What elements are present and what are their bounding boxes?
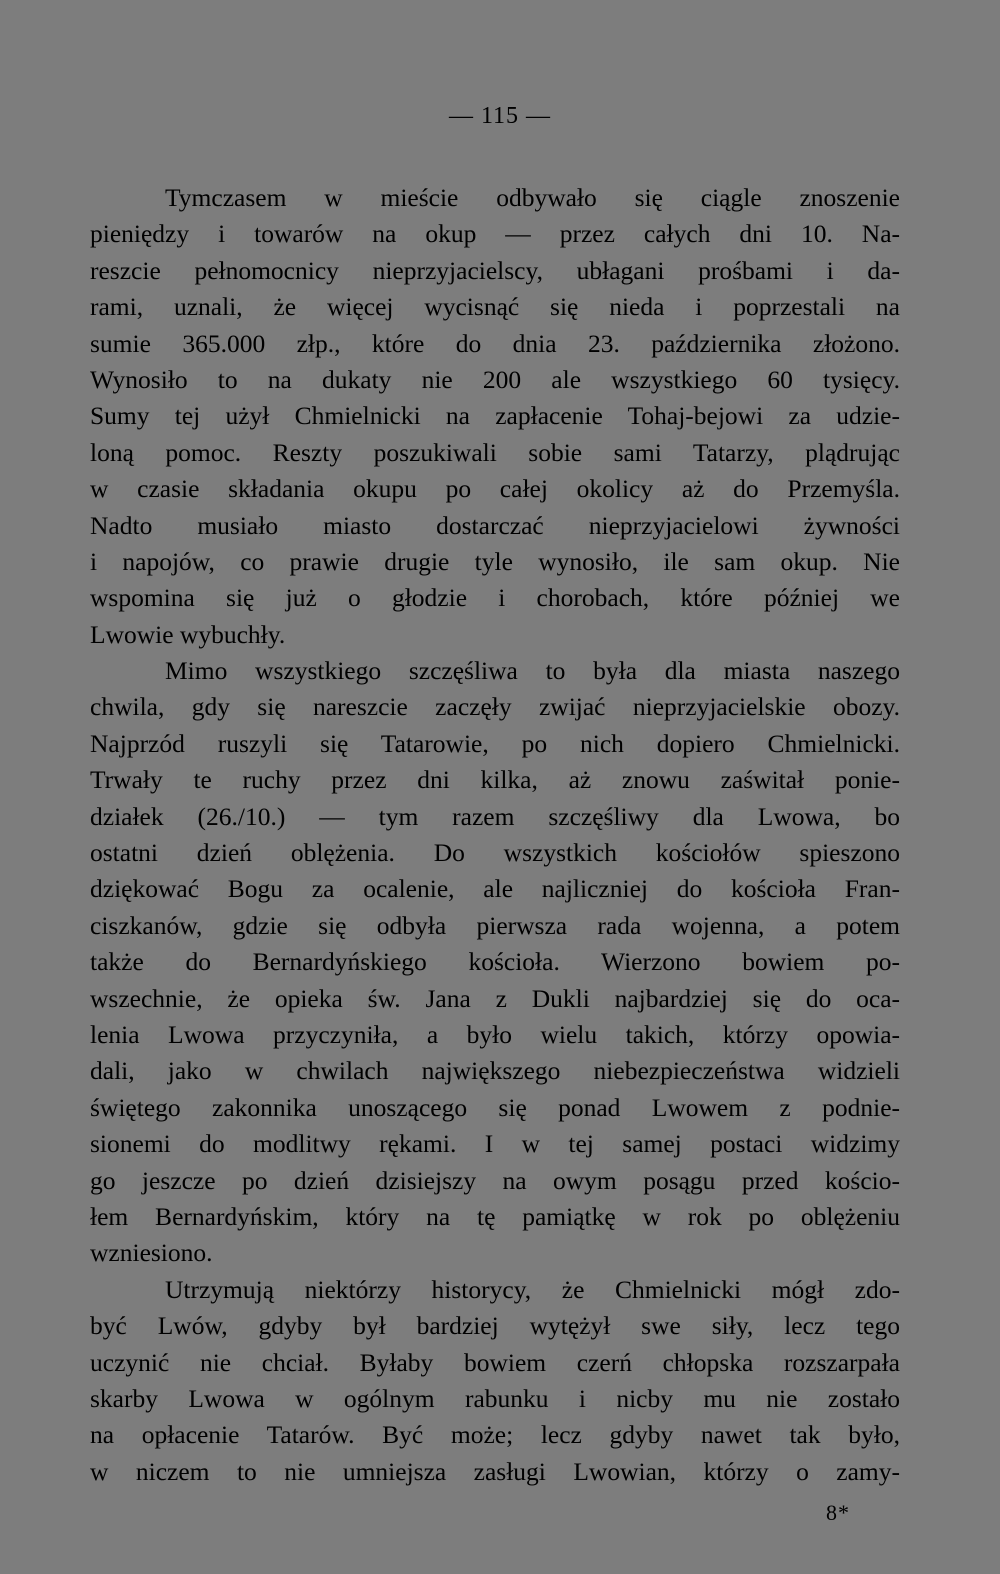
text-line: dali, jako w chwilach największego niebezpieczeństwa widzieli (90, 1056, 900, 1086)
paragraph (90, 653, 900, 1272)
text-line: Wynosiło to na dukaty nie 200 ale wszystkiego 60 tysięcy. (90, 364, 900, 394)
text-line: rami, uznali, że więcej wycisnąć się nieda i poprzestali na (90, 292, 900, 322)
text-line: pieniędzy i towarów na okup — przez całych dni 10. Na- (90, 219, 900, 249)
text-line: Sumy tej użył Chmielnicki na zapłacenie Tohaj-bejowi za udzie- (90, 401, 900, 431)
printer-signature-mark: 8* (826, 1500, 850, 1525)
text-line: ostatni dzień oblężenia. Do wszystkich kościołów spieszono (90, 838, 900, 868)
text-line: wspomina się już o głodzie i chorobach, które później we (90, 583, 900, 613)
text-line: działek (26./10.) — tym razem szczęśliwy dla Lwowa, bo (90, 801, 900, 831)
text-line: na opłacenie Tatarów. Być może; lecz gdyby nawet tak było, (90, 1420, 900, 1450)
text-line: ciszkanów, gdzie się odbyła pierwsza rada wojenna, a potem (90, 910, 900, 940)
body-text (90, 180, 900, 1490)
text-line: wzniesiono. (90, 1238, 213, 1268)
text-line: lenia Lwowa przyczyniła, a było wielu takich, którzy opowia- (90, 1019, 900, 1049)
text-line: łem Bernardyńskim, który na tę pamiątkę w rok po oblężeniu (90, 1201, 900, 1231)
text-line: Lwowie wybuchły. (90, 619, 286, 649)
text-line: loną pomoc. Reszty poszukiwali sobie sami Tatarzy, plądrując (90, 437, 900, 467)
text-line: Mimo wszystkiego szczęśliwa to była dla miasta naszego (165, 656, 900, 686)
text-line: być Lwów, gdyby był bardziej wytężył swe siły, lecz tego (90, 1311, 900, 1341)
text-line: sumie 365.000 złp., które do dnia 23. października złożono. (90, 328, 900, 358)
text-line: i napojów, co prawie drugie tyle wynosiło, ile sam okup. Nie (90, 546, 900, 576)
text-line: sionemi do modlitwy rękami. I w tej samej postaci widzimy (90, 1129, 900, 1159)
text-line: uczynić nie chciał. Byłaby bowiem czerń chłopska rozszarpała (90, 1347, 900, 1377)
text-line: Nadto musiało miasto dostarczać nieprzyjacielowi żywności (90, 510, 900, 540)
text-line: wszechnie, że opieka św. Jana z Dukli najbardziej się do oca- (90, 983, 900, 1013)
paragraph (90, 180, 900, 653)
text-line: Najprzód ruszyli się Tatarowie, po nich dopiero Chmielnicki. (90, 728, 900, 758)
text-line: chwila, gdy się nareszcie zaczęły zwijać nieprzyjacielskie obozy. (90, 692, 900, 722)
text-line: Utrzymują niektórzy historycy, że Chmielnicki mógł zdo- (165, 1274, 900, 1304)
text-line: dziękować Bogu za ocalenie, ale najliczniej do kościoła Fran- (90, 874, 900, 904)
text-line: w czasie składania okupu po całej okolicy aż do Przemyśla. (90, 474, 900, 504)
text-line: reszcie pełnomocnicy nieprzyjacielscy, ubłagani prośbami i da- (90, 255, 900, 285)
text-line: także do Bernardyńskiego kościoła. Wierzono bowiem po- (90, 947, 900, 977)
text-line: skarby Lwowa w ogólnym rabunku i nicby mu nie zostało (90, 1383, 900, 1413)
text-line: Trwały te ruchy przez dni kilka, aż znowu zaświtał ponie- (90, 765, 900, 795)
page-number: — 115 — (448, 103, 552, 129)
paragraph (90, 1272, 900, 1490)
text-line: świętego zakonnika unoszącego się ponad Lwowem z podnie- (90, 1092, 900, 1122)
text-line: Tymczasem w mieście odbywało się ciągle znoszenie (165, 183, 900, 212)
text-line: go jeszcze po dzień dzisiejszy na owym posągu przed kościo- (90, 1165, 900, 1195)
text-line: w niczem to nie umniejsza zasługi Lwowian, którzy o zamy- (90, 1456, 900, 1486)
